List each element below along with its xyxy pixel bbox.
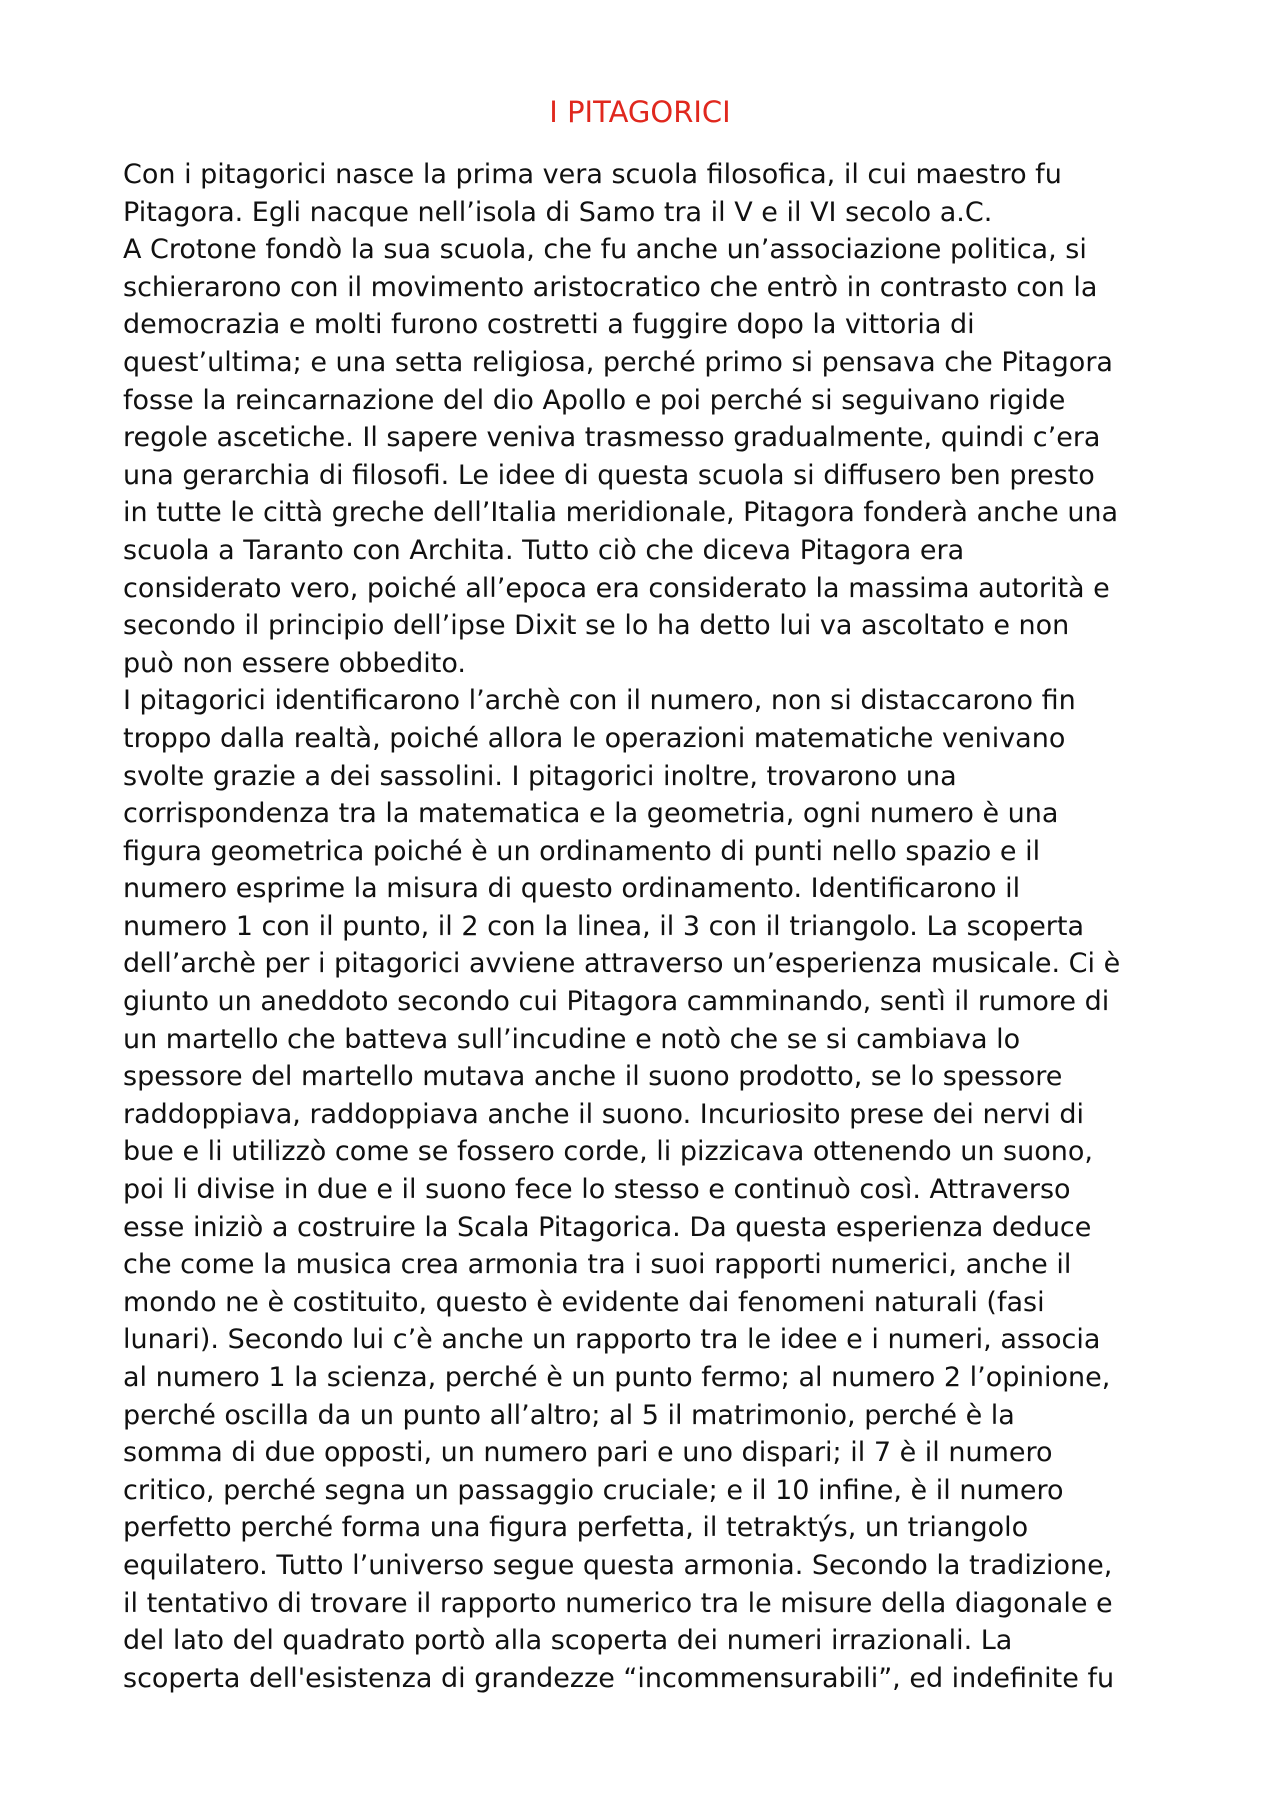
text-line: raddoppiava, raddoppiava anche il suono. Incuriosito prese dei nervi di (123, 1098, 1085, 1130)
text-line: esse iniziò a costruire la Scala Pitagorica. Da questa esperienza deduce (123, 1211, 1092, 1243)
text-line: regole ascetiche. Il sapere veniva trasmesso gradualmente, quindi c’era (123, 422, 1101, 454)
page-title: I PITAGORICI (549, 95, 731, 129)
text-line: una gerarchia di filosofi. Le idee di questa scuola si diffusero ben presto (123, 459, 1095, 491)
text-line: perché oscilla da un punto all’altro; al 5 il matrimonio, perché è la (123, 1399, 1015, 1431)
text-line: che come la musica crea armonia tra i suoi rapporti numerici, anche il (123, 1249, 1072, 1281)
text-line: equilatero. Tutto l’universo segue questa armonia. Secondo la tradizione, (123, 1549, 1113, 1581)
text-line: numero esprime la misura di questo ordinamento. Identificarono il (123, 873, 1021, 905)
text-line: numero 1 con il punto, il 2 con la linea, il 3 con il triangolo. La scoperta (123, 910, 1085, 942)
text-line: può non essere obbedito. (123, 647, 466, 679)
text-line: quest’ultima; e una setta religiosa, perché primo si pensava che Pitagora (123, 346, 1113, 378)
text-line: critico, perché segna un passaggio cruciale; e il 10 infine, è il numero (123, 1474, 1064, 1506)
text-line: scuola a Taranto con Archita. Tutto ciò che diceva Pitagora era (123, 534, 965, 566)
text-line: poi li divise in due e il suono fece lo stesso e continuò così. Attraverso (123, 1174, 1071, 1206)
text-line: mondo ne è costituito, questo è evidente dai fenomeni naturali (fasi (123, 1286, 1045, 1318)
text-line: democrazia e molti furono costretti a fuggire dopo la vittoria di (123, 309, 975, 341)
text-line: fosse la reincarnazione del dio Apollo e poi perché si seguivano rigide (123, 384, 1066, 416)
text-line: corrispondenza tra la matematica e la geometria, ogni numero è una (123, 798, 1059, 830)
text-line: al numero 1 la scienza, perché è un punto fermo; al numero 2 l’opinione, (123, 1362, 1111, 1393)
text-line: giunto un aneddoto secondo cui Pitagora camminando, sentì il rumore di (123, 986, 1110, 1018)
text-line: I pitagorici identificarono l’archè con il numero, non si distaccarono fin (123, 685, 1076, 717)
text-line: somma di due opposti, un numero pari e uno dispari; il 7 è il numero (123, 1437, 1053, 1469)
text-line: schierarono con il movimento aristocratico che entrò in contrasto con la (123, 271, 1098, 303)
text-line: figura geometrica poiché è un ordinamento di punti nello spazio e il (123, 835, 1041, 867)
text-line: del lato del quadrato portò alla scoperta dei numeri irrazionali. La (123, 1625, 1013, 1657)
text-line: Con i pitagorici nasce la prima vera scuola filosofica, il cui maestro fu (123, 159, 1062, 190)
text-line: il tentativo di trovare il rapporto numerico tra le misure della diagonale e (123, 1587, 1113, 1619)
text-line: troppo dalla realtà, poiché allora le operazioni matematiche venivano (123, 722, 1066, 754)
text-line: bue e li utilizzò come se fossero corde, li pizzicava ottenendo un suono, (123, 1136, 1093, 1168)
text-line: Pitagora. Egli nacque nell’isola di Samo tra il V e il VI secolo a.C. (123, 196, 993, 228)
text-line: un martello che batteva sull’incudine e notò che se si cambiava lo (123, 1023, 1021, 1055)
text-line: svolte grazie a dei sassolini. I pitagorici inoltre, trovarono una (123, 760, 957, 792)
text-line: scoperta dell'esistenza di grandezze “incommensurabili”, ed indefinite fu (123, 1662, 1115, 1694)
text-line: in tutte le città greche dell’Italia meridionale, Pitagora fonderà anche una (123, 497, 1119, 529)
text-line: lunari). Secondo lui c’è anche un rapporto tra le idee e i numeri, associa (123, 1324, 1101, 1356)
body-text (123, 156, 1173, 1697)
text-line: dell’archè per i pitagorici avviene attraverso un’esperienza musicale. Ci è (123, 948, 1121, 980)
text-line: considerato vero, poiché all’epoca era considerato la massima autorità e (123, 572, 1110, 604)
text-line: spessore del martello mutava anche il suono prodotto, se lo spessore (123, 1061, 1063, 1093)
text-line: secondo il principio dell’ipse Dixit se lo ha detto lui va ascoltato e non (123, 610, 1070, 642)
text-line: perfetto perché forma una figura perfetta, il tetraktýs, un triangolo (123, 1512, 1029, 1544)
text-line: A Crotone fondò la sua scuola, che fu anche un’associazione politica, si (123, 234, 1087, 266)
